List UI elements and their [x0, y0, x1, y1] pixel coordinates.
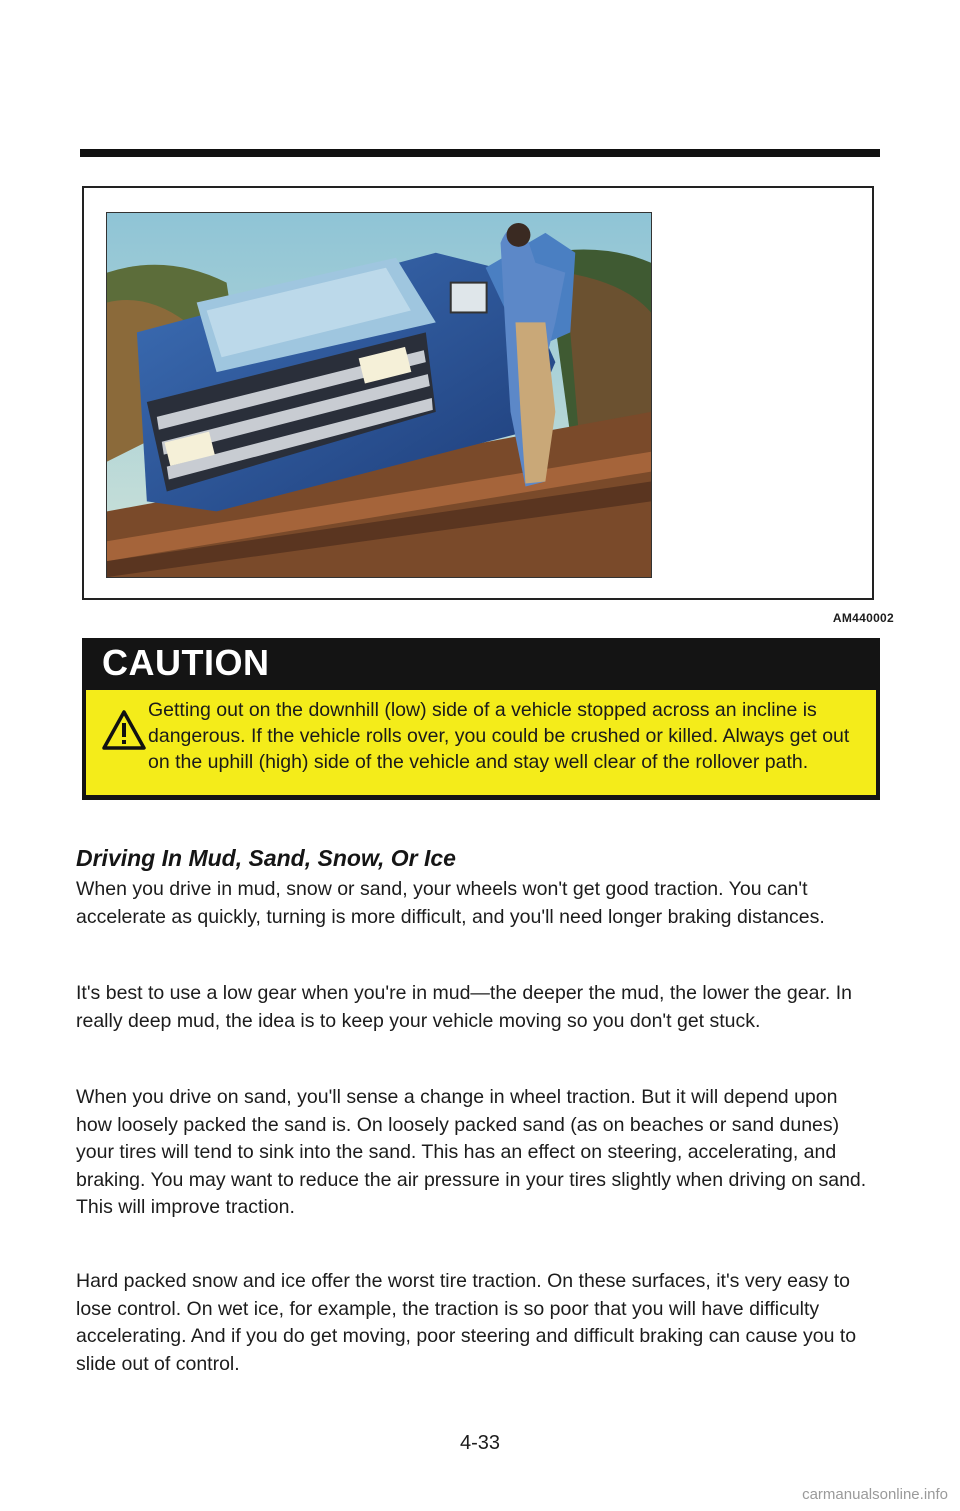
warning-triangle-icon — [102, 710, 146, 750]
paragraph-snow-ice: Hard packed snow and ice offer the worst tire traction. On these surfaces, it's very easy to lose control. On wet ice, for example, the traction is so poor that you will have difficulty accelerating. And if you do get moving, poor steering and difficult braking can cause you to slide out of control. — [76, 1270, 857, 1375]
page-number: 4-33 — [459, 1432, 501, 1454]
figure-frame — [82, 186, 874, 600]
section-heading: Driving In Mud, Sand, Snow, Or Ice — [76, 845, 456, 871]
caution-body — [86, 690, 876, 795]
truck-on-incline-illustration — [106, 212, 652, 578]
paragraph-mud: It's best to use a low gear when you're in mud—the deeper the mud, the lower the gear. In really deep mud, the idea is to keep your vehicle moving so you don't get stuck. — [76, 982, 852, 1032]
caution-title: CAUTION — [102, 642, 270, 683]
watermark: carmanualsonline.info — [802, 1486, 948, 1503]
figure-code: AM440002 — [832, 611, 894, 625]
paragraph-sand: When you drive on sand, you'll sense a change in wheel traction. But it will depend upon how loosely packed the sand is. On loosely packed sand (as on beaches or sand dunes) your tires will tend to sink into the sand. This has an effect on steering, accelerating, and braking. You may want to reduce the air pressure in your tires slightly when driving on sand. This will improve traction. — [76, 1086, 867, 1218]
caution-box — [82, 638, 880, 800]
caution-text: Getting out on the downhill (low) side of a vehicle stopped across an incline is dangerous. If the vehicle rolls over, you could be crushed or killed. Always get out on the uphill (high) side of the vehicle and stay well clear of the rollover path. — [148, 699, 850, 773]
paragraph-traction: When you drive in mud, snow or sand, your wheels won't get good traction. You can't accelerate as quickly, turning is more difficult, and you'll need longer braking distances. — [76, 878, 825, 928]
top-rule — [80, 149, 880, 157]
